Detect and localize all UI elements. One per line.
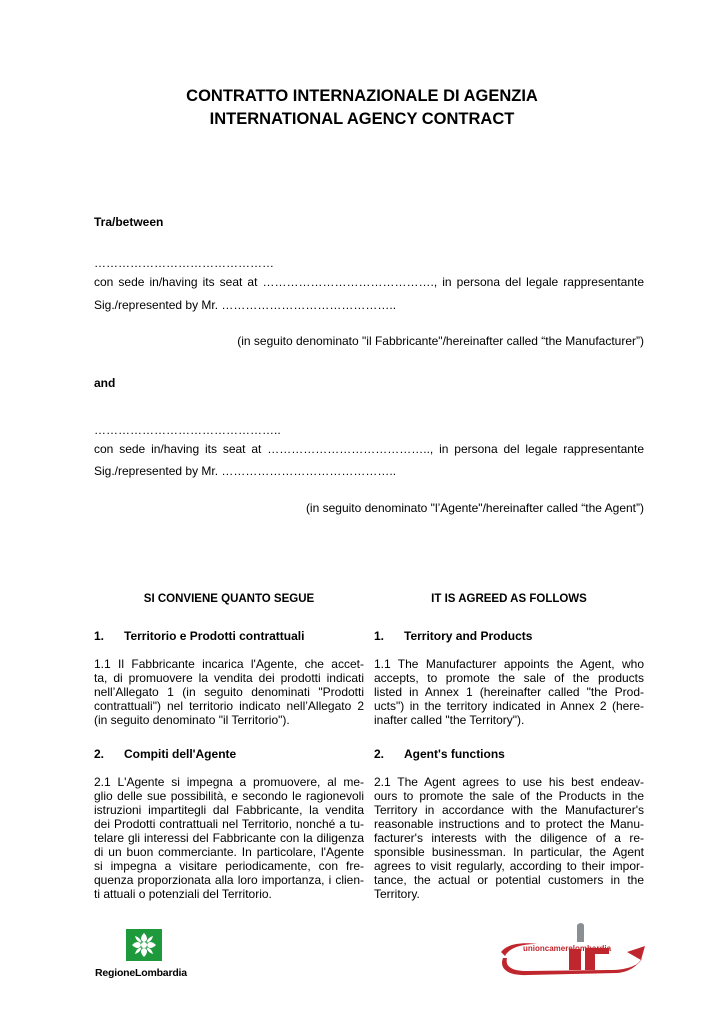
manufacturer-designation: (in seguito denominato "il Fabbricante"/hereinafter called “the Manufacturer”) — [237, 334, 644, 348]
regione-lombardia-logo-text: RegioneLombardia — [95, 967, 187, 979]
paragraph-line: accepts, to promote the sale of the products — [374, 671, 644, 685]
paragraph-line: listed in Annex 1 (hereinafter called "the Prod- — [374, 685, 644, 699]
section-1-heading-en: Territory and Products — [404, 629, 533, 643]
paragraph-line: (in seguito denominato "il Territorio"). — [94, 713, 290, 727]
agent-name-line: ……………………………………….. — [94, 423, 281, 437]
section-2-title-italian — [94, 747, 236, 761]
paragraph-line: tance, the actual or potential customers in the — [374, 873, 644, 887]
between-label: Tra/between — [94, 215, 164, 229]
paragraph-line: 1.1 Il Fabbricante incarica l'Agente, che accet- — [94, 657, 364, 671]
clause-2-1-english — [374, 775, 644, 901]
paragraph-line: agrees to visit regularly, according to their impor- — [374, 859, 644, 873]
paragraph-line: inafter called "the Territory"). — [374, 713, 525, 727]
paragraph-line: reasonable instructions and to protect the Manu- — [374, 817, 644, 831]
column-heading-english: IT IS AGREED AS FOLLOWS — [431, 593, 587, 605]
paragraph-line: ti attuali o potenziali del Territorio. — [94, 887, 272, 901]
paragraph-line: quenza proporzionata alla loro importanza, i clien- — [94, 873, 364, 887]
section-2-number-it: 2. — [94, 747, 105, 761]
paragraph-line: si impegna a visitare periodicamente, con fre- — [94, 859, 364, 873]
section-1-title-italian — [94, 629, 304, 643]
paragraph-line: facturer's interests with the diligence of a re- — [374, 831, 644, 845]
paragraph-line: 2.1 L'Agente si impegna a promuovere, al me- — [94, 775, 364, 789]
clause-2-1-italian — [94, 775, 364, 901]
clause-1-1-english — [374, 657, 644, 727]
title-italian: CONTRATTO INTERNAZIONALE DI AGENZIA — [186, 87, 538, 105]
title-english: INTERNATIONAL AGENCY CONTRACT — [209, 110, 515, 128]
section-1-number-en: 1. — [374, 629, 385, 643]
paragraph-line: istruzioni impartitegli dal Fabbricante, la vendita — [94, 803, 364, 817]
paragraph-line: Territory in accordance with the Manufacturer's — [374, 803, 644, 817]
section-1-heading-it: Territorio e Prodotti contrattuali — [124, 629, 305, 643]
section-2-heading-en: Agent's functions — [404, 747, 505, 761]
paragraph-line: 2.1 The Agent agrees to use his best endeav- — [374, 775, 644, 789]
paragraph-line: nell’Allegato 1 (in seguito denominati "Prodotti — [94, 685, 364, 699]
paragraph-line: telare gli interessi del Fabbricante con la diligenza — [94, 831, 364, 845]
section-1-number-it: 1. — [94, 629, 105, 643]
paragraph-line: contrattuali") nel territorio indicato nell’Allegato 2 — [94, 699, 364, 713]
regione-lombardia-rose-icon — [126, 929, 162, 961]
regione-lombardia-logo-icon — [126, 929, 162, 961]
unioncamere-lombardia-logo-text: unioncamerelombardia — [523, 944, 612, 953]
paragraph-line: dei Prodotti contrattuali nel Territorio, nonché a tu- — [94, 817, 364, 831]
section-1-title-english — [374, 629, 532, 643]
agent-rep-line: Sig./represented by Mr. …………………………………….. — [94, 464, 397, 478]
manufacturer-name-line: ……………………………………… — [94, 256, 274, 270]
paragraph-line: sponsible businessman. In particular, the Agent — [374, 845, 644, 859]
agent-seat-line: con sede in/having its seat at ………………………………….., in persona del legale rappresentante — [94, 442, 644, 456]
paragraph-line: ours to promote the sale of the Products in the — [374, 789, 644, 803]
paragraph-line: di un buon commerciante. In particolare, l'Agente — [94, 845, 364, 859]
manufacturer-rep-line: Sig./represented by Mr. …………………………………….. — [94, 298, 397, 312]
section-2-number-en: 2. — [374, 747, 385, 761]
agent-designation: (in seguito denominato "l’Agente"/hereinafter called “the Agent”) — [305, 501, 644, 515]
clause-1-1-italian — [94, 657, 364, 727]
and-label: and — [94, 376, 116, 390]
paragraph-line: ucts") in the territory indicated in Annex 2 (here- — [374, 699, 644, 713]
paragraph-line: 1.1 The Manufacturer appoints the Agent, who — [374, 657, 644, 671]
paragraph-line: ta, di promuovere la vendita dei prodotti indicati — [94, 671, 364, 685]
section-2-heading-it: Compiti dell'Agente — [124, 747, 237, 761]
unioncamere-lombardia-logo-icon — [497, 922, 649, 985]
paragraph-line: glio delle sue possibilità, e secondo le ragionevoli — [94, 789, 364, 803]
column-heading-italian: SI CONVIENE QUANTO SEGUE — [143, 593, 315, 605]
section-2-title-english — [374, 747, 505, 761]
paragraph-line: Territory. — [374, 887, 420, 901]
manufacturer-seat-line: con sede in/having its seat at ……………………………………., in persona del legale rappresentante — [94, 275, 644, 289]
